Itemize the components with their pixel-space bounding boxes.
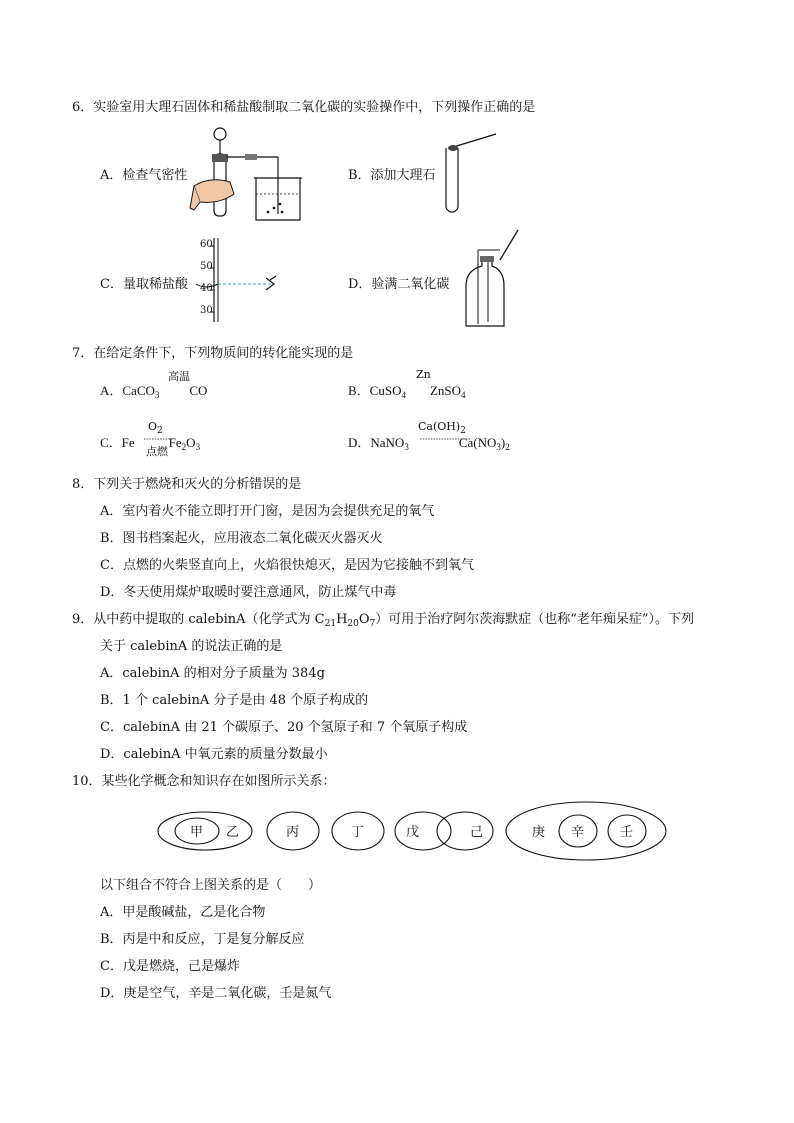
cylinder-tick-50: 50	[200, 261, 213, 272]
q7-c-condition-top-text: O	[148, 420, 158, 433]
venn-geng-ellipse	[506, 802, 666, 860]
q6-gas-collecting-bottle-figure	[462, 230, 522, 330]
q7-c-to: Fe	[168, 435, 182, 450]
q7-d-to: Ca(NO	[458, 435, 497, 450]
q8-option-b: B．图书档案起火，应用液态二氧化碳灭火器灭火	[100, 531, 383, 546]
q7-b-to: ZnSO	[429, 383, 462, 398]
q7-b-label: B．	[348, 383, 370, 398]
q10-stem: 10．某些化学概念和知识存在如图所示关系：	[72, 774, 336, 789]
q7-d-from: NaNO	[370, 435, 405, 450]
q7-c-condition-top	[148, 420, 163, 436]
q9-h: H	[336, 612, 348, 627]
cylinder-tick-40: 40	[200, 283, 213, 294]
venn-bing-label: 丙	[286, 825, 300, 840]
q6-option-d: D．验满二氧化碳	[348, 277, 450, 292]
q9-option-a: A．calebinA 的相对分子质量为 384g	[100, 666, 325, 681]
q9-option-b: B．1 个 calebinA 分子是由 48 个原子构成的	[100, 693, 369, 708]
q7-b-condition: Zn	[416, 368, 431, 381]
q8-option-a: A．室内着火不能立即打开门窗，是因为会提供充足的氧气	[100, 504, 435, 519]
q6-option-a: A．检查气密性	[100, 168, 188, 183]
venn-wu-label: 戊	[406, 825, 420, 840]
q10-option-d: D．庚是空气，辛是二氧化碳，壬是氮气	[100, 986, 332, 1001]
q6-add-marble-figure	[440, 130, 500, 214]
cylinder-tick-60: 60	[200, 239, 213, 250]
q10-option-a: A．甲是酸碱盐，乙是化合物	[100, 905, 266, 920]
q7-option-a	[100, 380, 207, 400]
venn-jia-label: 甲	[190, 825, 204, 840]
venn-ji-ellipse	[437, 812, 493, 850]
venn-ji-label: 己	[470, 825, 484, 840]
q9-option-c: C．calebinA 由 21 个碳原子、20 个氢原子和 7 个氧原子构成	[100, 720, 468, 735]
q7-d-label: D．	[348, 435, 371, 450]
q7-c-to-sub1: 2	[181, 442, 187, 452]
q7-c-to-mid: O	[186, 435, 196, 450]
q6-option-c: C．量取稀盐酸	[100, 277, 188, 292]
q7-c-condition-bottom: 点燃	[146, 445, 168, 458]
venn-geng-label: 庚	[532, 825, 546, 840]
q9-stem-line1	[72, 608, 694, 629]
q6-airtightness-apparatus-figure	[190, 124, 310, 224]
q7-d-to-close: )	[500, 435, 506, 450]
q7-c-label: C．	[100, 435, 122, 450]
q7-a-from-sub: 3	[154, 390, 160, 400]
q7-c-condition-top-sub: 2	[157, 426, 163, 436]
q9-stem-line2: 关于 calebinA 的说法正确的是	[100, 639, 283, 654]
venn-ding-label: 丁	[351, 825, 365, 840]
q7-c-from: Fe	[121, 435, 135, 450]
q7-d-to-sub1: 3	[496, 442, 501, 452]
venn-xin-label: 辛	[571, 825, 585, 840]
q9-stem-part1: 9．从中药中提取的 calebinA（化学式为 C	[72, 612, 325, 627]
q7-c-to-sub2: 3	[195, 442, 201, 452]
q10-option-b: B．丙是中和反应，丁是复分解反应	[100, 932, 305, 947]
q7-b-from-sub: 4	[401, 390, 406, 400]
q9-sub-o: 7	[369, 619, 376, 629]
cylinder-tick-30: 30	[200, 305, 213, 316]
q8-stem: 8．下列关于燃烧和灭火的分析错误的是	[72, 477, 302, 492]
venn-yi-label: 乙	[226, 825, 240, 840]
q8-option-c: C．点燃的火柴竖直向上，火焰很快熄灭，是因为它接触不到氧气	[100, 558, 474, 573]
q7-c-arrow	[144, 437, 174, 441]
q7-d-condition	[418, 420, 466, 436]
q7-a-label: A．	[100, 383, 123, 398]
q7-a-from: CaCO	[122, 383, 155, 398]
q7-d-from-sub: 3	[404, 442, 409, 452]
q9-stem-part2: ）可用于治疗阿尔茨海默症（也称“老年痴呆症”）。下列	[375, 612, 695, 627]
venn-wu-ellipse	[395, 812, 451, 850]
q10-relationship-diagram	[150, 800, 670, 862]
q9-o: O	[358, 612, 370, 627]
q6-stem: 6．实验室用大理石固体和稀盐酸制取二氧化碳的实验操作中，下列操作正确的是	[72, 100, 536, 115]
q9-sub-c: 21	[324, 619, 337, 629]
q7-a-to: CO	[189, 383, 208, 398]
q7-d-condition-sub: 2	[460, 426, 466, 436]
q8-option-d: D．冬天使用煤炉取暖时要注意通风，防止煤气中毒	[100, 585, 397, 600]
q7-a-condition: 高温	[168, 370, 190, 383]
q7-d-arrow	[420, 437, 470, 441]
q7-stem: 7．在给定条件下，下列物质间的转化能实现的是	[72, 346, 354, 361]
q10-sub-stem: 以下组合不符合上图关系的是（ ）	[100, 878, 322, 893]
q6-option-b: B．添加大理石	[348, 168, 436, 183]
q10-option-c: C．戊是燃烧，己是爆炸	[100, 959, 240, 974]
q7-b-to-sub: 4	[461, 390, 466, 400]
q7-b-from: CuSO	[369, 383, 402, 398]
q9-sub-h: 20	[347, 619, 359, 629]
q7-d-condition-text: Ca(OH)	[418, 420, 461, 433]
q9-option-d: D．calebinA 中氧元素的质量分数最小	[100, 747, 328, 762]
venn-ren-label: 壬	[620, 825, 634, 840]
q7-d-to-sub2: 2	[505, 442, 510, 452]
q7-option-b	[348, 380, 466, 400]
